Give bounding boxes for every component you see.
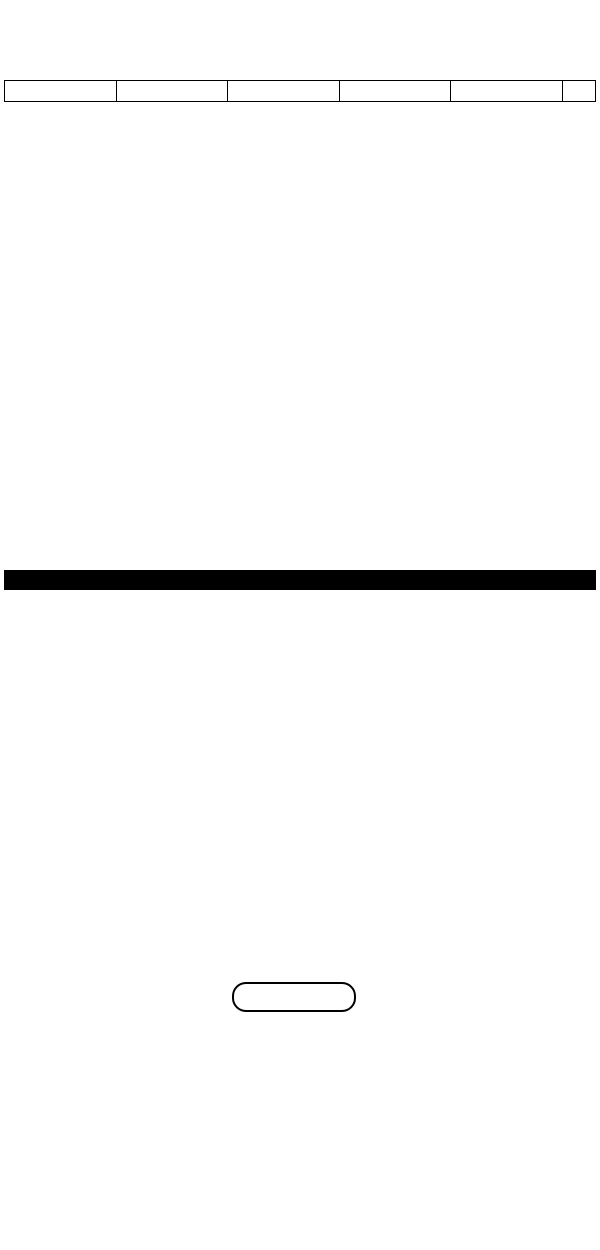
header-questions (451, 81, 563, 102)
section1-bar (4, 570, 596, 590)
header-b (228, 81, 340, 102)
mcq-table (4, 80, 596, 102)
section2-title (232, 982, 356, 1012)
header-a (339, 81, 451, 102)
header-c (116, 81, 228, 102)
header-number (563, 81, 596, 102)
mcq-header-row (5, 81, 596, 102)
header-d (5, 81, 117, 102)
